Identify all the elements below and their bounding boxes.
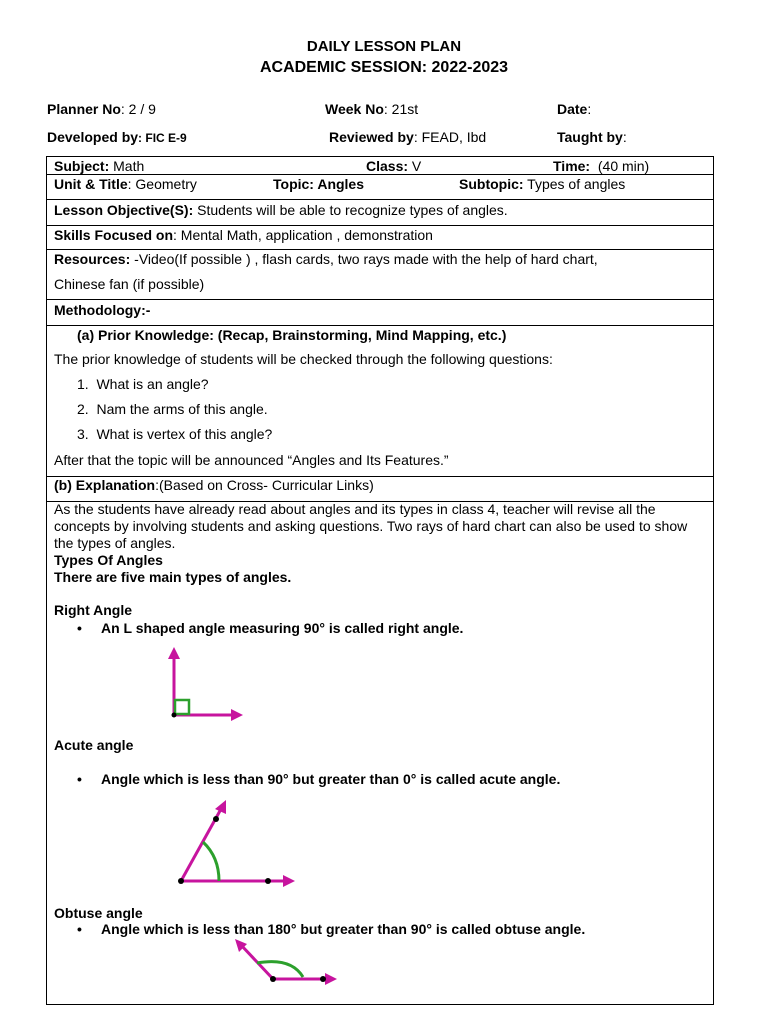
question-1-number: 1. <box>77 376 89 392</box>
subject-value: Math <box>109 158 145 174</box>
lesson-table <box>46 156 714 1005</box>
prior-intro: The prior knowledge of students will be checked through the following questions: <box>54 351 553 367</box>
lesson-objective <box>54 202 508 218</box>
right-angle-diagram <box>157 645 257 725</box>
acute-angle-point-slanted <box>213 816 219 822</box>
row-explanation-heading <box>47 477 713 502</box>
question-3-text: What is vertex of this angle? <box>96 426 273 442</box>
obtuse-angle-diagram <box>227 937 347 987</box>
date-label: Date <box>557 101 588 117</box>
row-prior-knowledge <box>47 326 713 477</box>
acute-angle-right-arrowhead <box>283 875 295 887</box>
row-methodology <box>47 300 713 326</box>
skills-value: : Mental Math, application , demonstration <box>173 227 433 243</box>
explanation-value: :(Based on Cross- Curricular Links) <box>155 477 374 493</box>
week-label: Week No <box>325 101 384 117</box>
planner-no <box>47 101 156 117</box>
unit-title <box>54 176 197 192</box>
class <box>366 158 421 174</box>
obtuse-angle-point-horizontal <box>320 976 326 982</box>
resources-continued: Chinese fan (if possible) <box>54 276 205 292</box>
right-angle-up-arrowhead <box>168 647 180 659</box>
types-heading: Types Of Angles <box>54 552 163 568</box>
five-types-text: There are five main types of angles. <box>54 569 292 585</box>
taught-by <box>557 129 627 145</box>
skills-focused <box>54 227 433 243</box>
class-value: V <box>408 158 422 174</box>
right-angle-description: An L shaped angle measuring 90° is called right angle. <box>101 620 464 636</box>
obtuse-angle-vertex <box>270 976 276 982</box>
acute-angle-bullet: • <box>77 771 82 787</box>
row-objective <box>47 200 713 226</box>
subtopic-value: Types of angles <box>523 176 626 192</box>
right-angle-bullet: • <box>77 620 82 636</box>
right-angle-right-arrowhead <box>231 709 243 721</box>
time <box>553 158 649 174</box>
resources <box>54 251 598 267</box>
time-value: (40 min) <box>590 158 650 174</box>
resources-label: Resources: <box>54 251 131 267</box>
row-subject <box>47 157 713 175</box>
unit-label: Unit & Title <box>54 176 128 192</box>
reviewed-label: Reviewed by <box>329 129 414 145</box>
acute-angle-point-horizontal <box>265 878 271 884</box>
row-skills <box>47 226 713 250</box>
skills-label: Skills Focused on <box>54 227 174 243</box>
subtopic-label: Subtopic: <box>459 176 524 192</box>
reviewed-by <box>329 129 486 145</box>
acute-angle-arc <box>203 842 219 881</box>
developed-value: : FIC E-9 <box>138 131 187 145</box>
acute-angle-heading: Acute angle <box>54 737 134 753</box>
acute-angle-vertex <box>178 878 184 884</box>
topic-value: : Angles <box>309 176 365 192</box>
academic-session: ACADEMIC SESSION: 2022-2023 <box>259 59 509 76</box>
taught-label: Taught by <box>557 129 623 145</box>
acute-angle-description: Angle which is less than 90° but greater than 0° is called acute angle. <box>101 771 561 787</box>
question-1 <box>77 376 209 392</box>
obtuse-angle-bullet: • <box>77 921 82 937</box>
developed-label: Developed by <box>47 129 139 145</box>
explanation-label: (b) Explanation <box>54 477 156 493</box>
row-resources <box>47 250 713 300</box>
topic-announcement: After that the topic will be announced “Angles and Its Features.” <box>54 452 449 468</box>
right-angle-vertex <box>172 713 177 718</box>
acute-angle-diagram <box>167 797 307 887</box>
date <box>557 101 591 117</box>
taught-value: : <box>622 129 627 145</box>
question-3-number: 3. <box>77 426 89 442</box>
reviewed-value: : FEAD, Ibd <box>413 129 487 145</box>
obtuse-angle-heading: Obtuse angle <box>54 905 143 921</box>
resources-value: -Video(If possible ) , flash cards, two rays made with the help of hard chart, <box>130 251 598 267</box>
question-2 <box>77 401 268 417</box>
right-angle-marker <box>175 700 189 714</box>
question-1-text: What is an angle? <box>96 376 209 392</box>
subject-label: Subject: <box>54 158 110 174</box>
row-unit <box>47 175 713 200</box>
planner-label: Planner No <box>47 101 121 117</box>
subject <box>54 158 144 174</box>
explanation-heading <box>54 477 374 493</box>
planner-value: : 2 / 9 <box>120 101 156 117</box>
prior-knowledge-heading: (a) Prior Knowledge: (Recap, Brainstorming, Mind Mapping, etc.) <box>77 327 507 343</box>
objective-label: Lesson Objective(S): <box>54 202 194 218</box>
objective-value: Students will be able to recognize types of angles. <box>193 202 508 218</box>
obtuse-angle-description: Angle which is less than 180° but greater than 90° is called obtuse angle. <box>101 921 586 937</box>
document-title: DAILY LESSON PLAN <box>306 38 462 55</box>
explanation-paragraph: As the students have already read about angles and its types in class 4, teacher will revise all the concepts by involving students and asking questions. Two rays of hard chart can also be used to show the types of angles. <box>54 501 688 551</box>
question-2-text: Nam the arms of this angle. <box>96 401 268 417</box>
unit-value: : Geometry <box>127 176 197 192</box>
date-value: : <box>587 101 592 117</box>
class-label: Class: <box>366 158 409 174</box>
week-value: : 21st <box>383 101 419 117</box>
topic <box>273 176 364 192</box>
topic-label: Topic <box>273 176 310 192</box>
week-no <box>325 101 418 117</box>
obtuse-angle-right-arrowhead <box>325 973 337 985</box>
subtopic <box>459 176 625 192</box>
developed-by <box>47 129 187 146</box>
right-angle-heading: Right Angle <box>54 602 133 618</box>
question-2-number: 2. <box>77 401 89 417</box>
question-3 <box>77 426 272 442</box>
methodology-heading: Methodology:- <box>54 302 151 318</box>
time-label: Time: <box>553 158 591 174</box>
